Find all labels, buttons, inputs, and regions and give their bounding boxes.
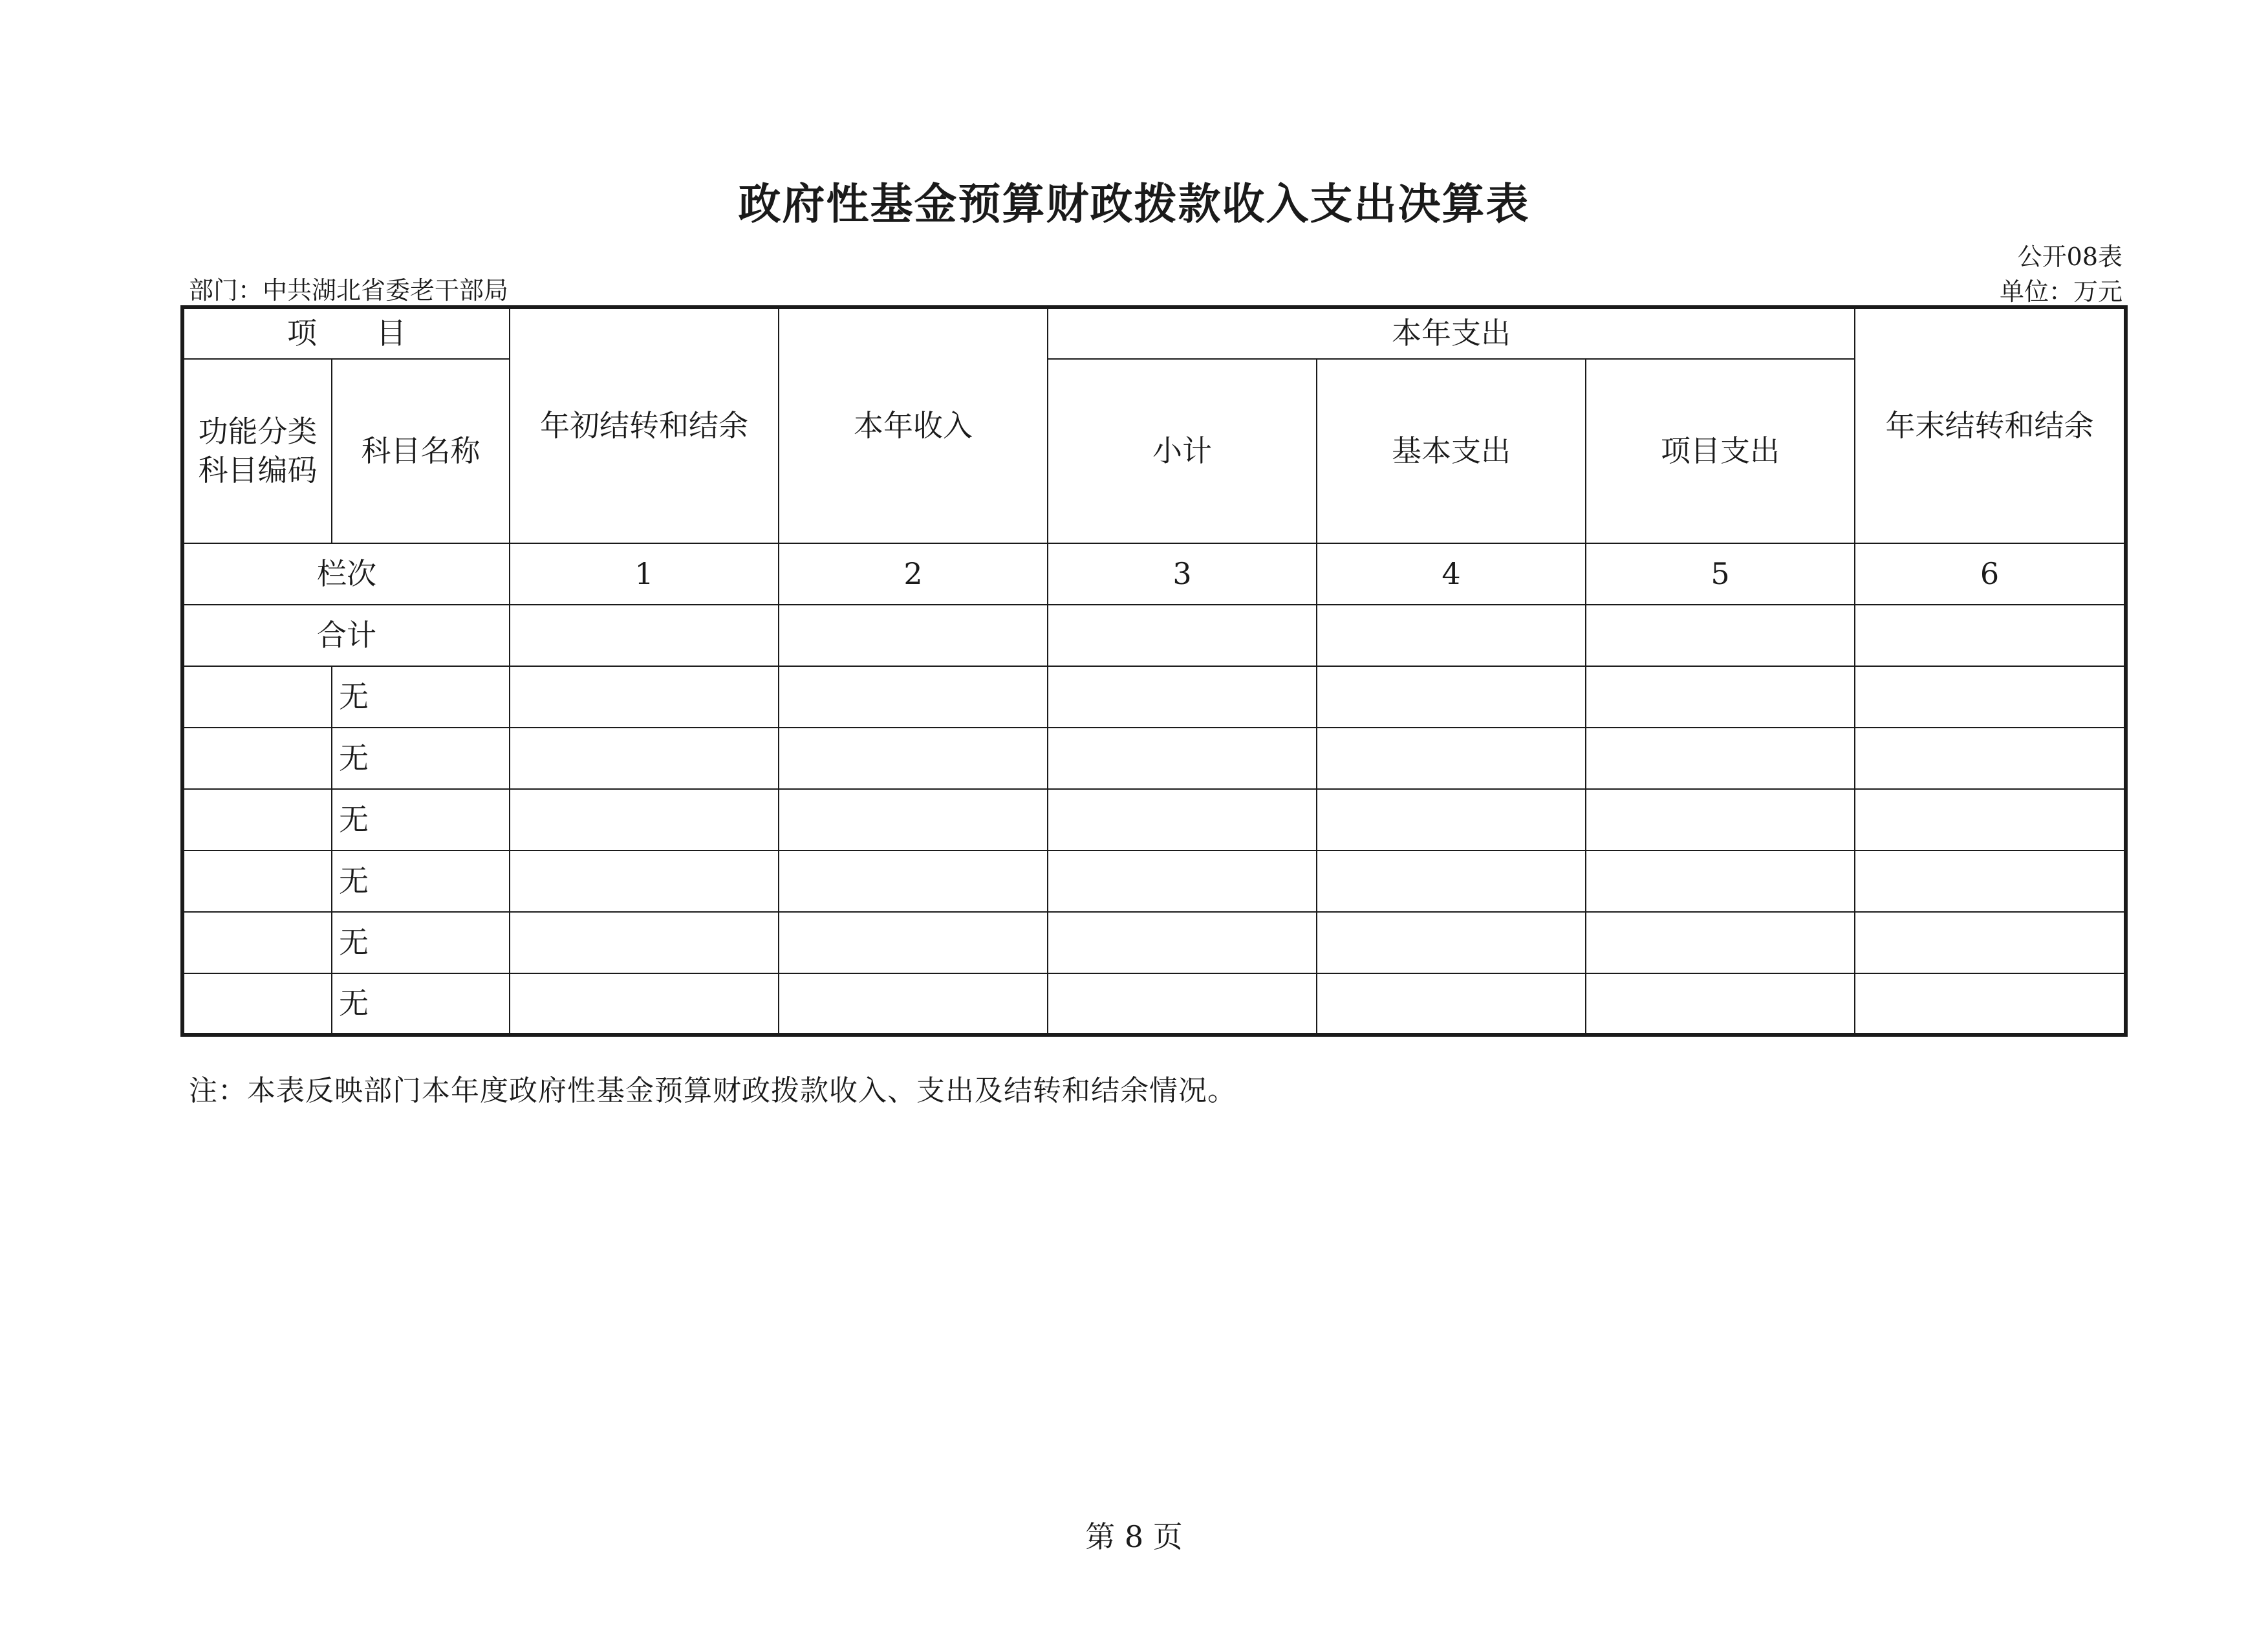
table-cell — [1855, 605, 2126, 666]
table-cell — [779, 605, 1048, 666]
subject-name-cell: 无 — [332, 728, 510, 789]
table-cell — [1586, 728, 1855, 789]
table-cell — [510, 912, 779, 973]
table-row — [182, 789, 2126, 850]
table-cell — [1586, 605, 1855, 666]
table-cell — [510, 666, 779, 728]
table-cell — [1586, 912, 1855, 973]
table-cell — [1855, 850, 2126, 912]
table-cell — [1048, 912, 1317, 973]
subject-name-cell: 无 — [332, 850, 510, 912]
header-income: 本年收入 — [779, 307, 1048, 543]
func-code-cell — [182, 789, 332, 850]
header-subtotal: 小计 — [1048, 359, 1317, 543]
subject-name-cell: 无 — [332, 912, 510, 973]
table-cell — [510, 973, 779, 1035]
table-cell — [1317, 789, 1586, 850]
table-cell — [1586, 666, 1855, 728]
table-cell — [1317, 850, 1586, 912]
page-title: 政府性基金预算财政拨款收入支出决算表 — [738, 179, 1530, 229]
header-end-balance: 年末结转和结余 — [1855, 307, 2126, 543]
table-cell — [510, 605, 779, 666]
total-row — [182, 605, 2126, 666]
lane-label: 栏次 — [182, 543, 510, 605]
footnote: 注：本表反映部门本年度政府性基金预算财政拨款收入、支出及结转和结余情况。 — [189, 1074, 1237, 1107]
table-cell — [1317, 728, 1586, 789]
header-item: 项 目 — [182, 307, 510, 359]
header-row-top — [182, 307, 2126, 359]
table-cell — [1317, 912, 1586, 973]
table-cell — [1586, 850, 1855, 912]
table-cell — [1586, 973, 1855, 1035]
header-row-mid — [182, 359, 2126, 543]
table-cell — [1048, 666, 1317, 728]
page-number: 第 8 页 — [1085, 1519, 1183, 1554]
table-cell — [1855, 728, 2126, 789]
header-basic-expense: 基本支出 — [1317, 359, 1586, 543]
budget-table — [180, 305, 2128, 1037]
table-row — [182, 728, 2126, 789]
table-cell — [779, 912, 1048, 973]
form-number: 公开08表 — [2017, 243, 2122, 271]
func-code-cell — [182, 912, 332, 973]
table-cell — [1317, 973, 1586, 1035]
func-code-cell — [182, 728, 332, 789]
func-code-cell — [182, 973, 332, 1035]
total-label: 合计 — [182, 605, 510, 666]
table-row — [182, 973, 2126, 1035]
table-row — [182, 666, 2126, 728]
table-cell — [1048, 789, 1317, 850]
table-cell — [1855, 973, 2126, 1035]
table-cell — [779, 789, 1048, 850]
lane-number: 1 — [510, 543, 779, 605]
header-expense-group: 本年支出 — [1048, 307, 1855, 359]
table-cell — [1586, 789, 1855, 850]
subject-name-cell: 无 — [332, 789, 510, 850]
table-cell — [1048, 850, 1317, 912]
table-cell — [1855, 912, 2126, 973]
table-cell — [1855, 789, 2126, 850]
table-cell — [779, 850, 1048, 912]
func-code-cell — [182, 666, 332, 728]
table-cell — [1855, 666, 2126, 728]
table-row — [182, 912, 2126, 973]
header-subject-name: 科目名称 — [332, 359, 510, 543]
subject-name-cell: 无 — [332, 666, 510, 728]
lane-number: 3 — [1048, 543, 1317, 605]
table-cell — [510, 850, 779, 912]
department-label: 部门：中共湖北省委老干部局 — [189, 276, 509, 305]
table-cell — [1317, 666, 1586, 728]
table-cell — [779, 973, 1048, 1035]
func-code-cell — [182, 850, 332, 912]
lane-number: 2 — [779, 543, 1048, 605]
table-cell — [510, 728, 779, 789]
table-cell — [1317, 605, 1586, 666]
table-cell — [779, 728, 1048, 789]
header-func-code: 功能分类科目编码 — [182, 359, 332, 543]
table-cell — [1048, 728, 1317, 789]
lane-number: 6 — [1855, 543, 2126, 605]
table-row — [182, 850, 2126, 912]
lane-number: 5 — [1586, 543, 1855, 605]
header-begin-balance: 年初结转和结余 — [510, 307, 779, 543]
header-project-expense: 项目支出 — [1586, 359, 1855, 543]
table-cell — [1048, 605, 1317, 666]
table-cell — [1048, 973, 1317, 1035]
table-cell — [779, 666, 1048, 728]
lane-number: 4 — [1317, 543, 1586, 605]
table-cell — [510, 789, 779, 850]
lane-row — [182, 543, 2126, 605]
subject-name-cell: 无 — [332, 973, 510, 1035]
unit-label: 单位：万元 — [1999, 277, 2122, 306]
